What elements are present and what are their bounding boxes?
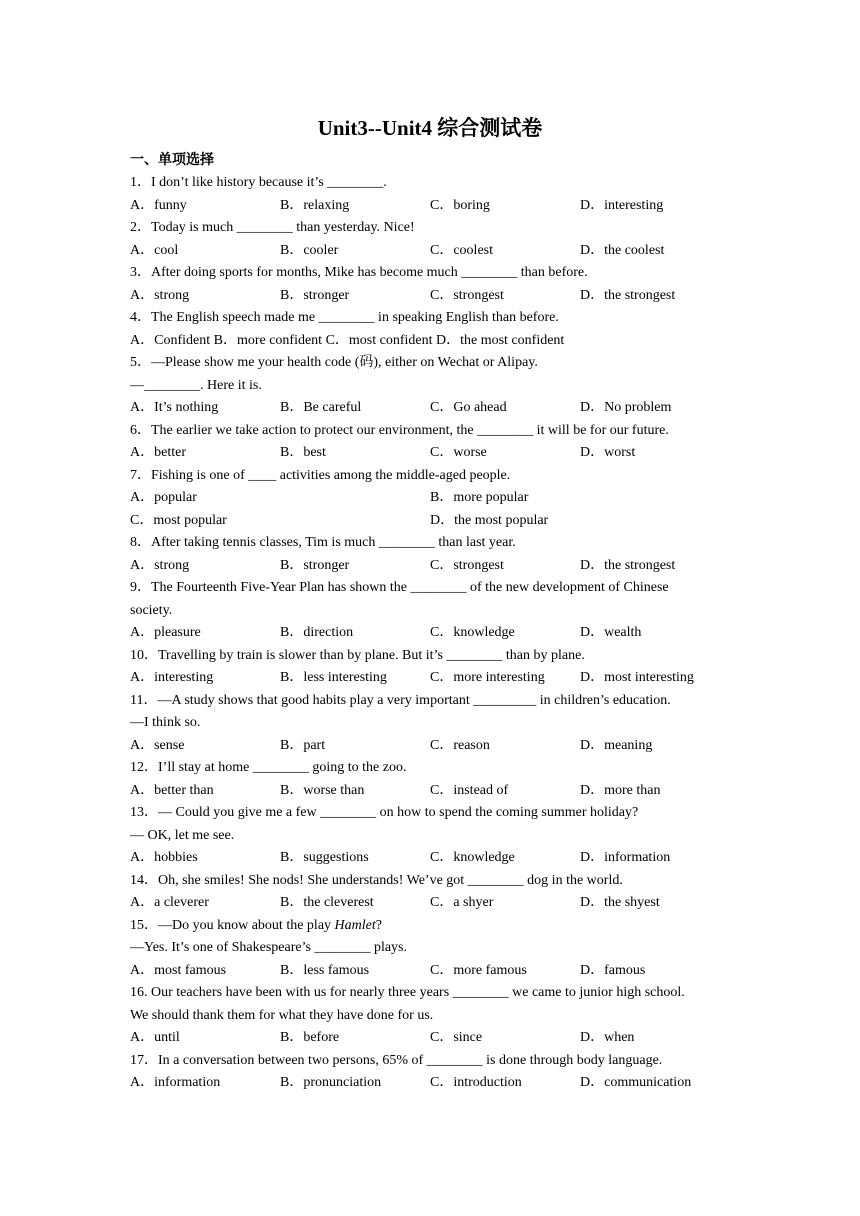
answer-option: A．until (130, 1030, 180, 1045)
question-line: 6．The earlier we take action to protect our environment, the ________ it will be for our future. (130, 422, 669, 438)
question-line: —I think so. (130, 715, 201, 730)
answer-option: C．more interesting (430, 670, 545, 685)
answer-option: B．stronger (280, 287, 350, 303)
question-text: ? (375, 917, 382, 933)
answer-option: A．better than (130, 782, 214, 798)
answer-option: C．Go ahead (430, 400, 507, 415)
answer-option: B．direction (280, 625, 354, 640)
answer-option: D．interesting (580, 197, 664, 213)
question-line: 17．In a conversation between two persons, 65% of ________ is done through body language. (130, 1052, 663, 1068)
question-line: —Yes. It’s one of Shakespeare’s ________ plays. (130, 940, 407, 955)
answer-option: A．better (130, 445, 186, 460)
answer-option: C．more famous (430, 962, 527, 978)
question-line: 12．I’ll stay at home ________ going to the zoo. (130, 760, 407, 775)
question-line: 4．The English speech made me ________ in speaking English than before. (130, 310, 559, 325)
answer-option: D．most interesting (580, 670, 694, 685)
answer-option: D．communication (580, 1075, 692, 1090)
answer-option: B．suggestions (280, 850, 369, 865)
question-line: 3．After doing sports for months, Mike has become much ________ than before. (130, 265, 588, 280)
answer-option: D．the most popular (430, 512, 549, 528)
question-line: 2．Today is much ________ than yesterday. Nice! (130, 220, 415, 235)
answer-option: B．pronunciation (280, 1075, 382, 1090)
question-line: A．Confident B．more confident C．most confident D．the most confident (130, 332, 565, 348)
answer-option: C．boring (430, 197, 490, 213)
answer-option: B．more popular (430, 490, 529, 505)
answer-option: B．stronger (280, 557, 350, 573)
answer-option: B．less famous (280, 962, 370, 978)
answer-option: B．part (280, 737, 326, 753)
answer-option: B．the cleverest (280, 895, 374, 910)
question-line: society. (130, 602, 173, 618)
answer-option: A．funny (130, 197, 187, 213)
question-line: 16. Our teachers have been with us for nearly three years ________ we came to junior high school. (130, 985, 685, 1000)
answer-option: C．knowledge (430, 850, 515, 865)
question-line: 1．I don’t like history because it’s ________. (130, 175, 387, 190)
answer-option: D．worst (580, 445, 636, 460)
answer-option: D．No problem (580, 400, 672, 415)
answer-option: B．worse than (280, 782, 365, 798)
answer-option: A．most famous (130, 962, 227, 978)
answer-option: C．introduction (430, 1075, 522, 1090)
answer-option: D．the strongest (580, 557, 676, 573)
question-line: We should thank them for what they have done for us. (130, 1007, 434, 1023)
question-text: 15．—Do you know about the play (130, 917, 335, 933)
answer-option: B．best (280, 445, 326, 460)
answer-option: B．before (280, 1030, 340, 1045)
question-line: — OK, let me see. (130, 827, 235, 843)
question-line: 10．Travelling by train is slower than by plane. But it’s ________ than by plane. (130, 647, 585, 663)
answer-option: B．Be careful (280, 400, 362, 415)
answer-option: B．relaxing (280, 197, 350, 213)
answer-option: D．the shyest (580, 895, 660, 910)
question-line: 9．The Fourteenth Five-Year Plan has shown the ________ of the new development of Chinese (130, 580, 669, 595)
answer-option: B．less interesting (280, 670, 387, 685)
question-line: 14．Oh, she smiles! She nods! She understands! We’ve got ________ dog in the world. (130, 872, 623, 888)
answer-option: C．knowledge (430, 625, 515, 640)
answer-option: A．a cleverer (130, 895, 209, 910)
answer-option: A．strong (130, 287, 190, 303)
page-title: Unit3--Unit4 综合测试卷 (317, 116, 543, 140)
answer-option: C．most popular (130, 512, 227, 528)
answer-option: A．information (130, 1075, 221, 1090)
question-line: 8．After taking tennis classes, Tim is much ________ than last year. (130, 535, 516, 550)
question-line: 5．—Please show me your health code (码), either on Wechat or Alipay. (130, 355, 538, 370)
answer-option: A．popular (130, 490, 197, 505)
answer-option: A．strong (130, 557, 190, 573)
answer-option: D．wealth (580, 625, 642, 640)
answer-option: A．hobbies (130, 850, 198, 865)
answer-option: A．It’s nothing (130, 400, 219, 415)
answer-option: D．when (580, 1030, 635, 1045)
answer-option: B．cooler (280, 242, 339, 258)
italic-title: Hamlet (334, 917, 376, 933)
answer-option: C．since (430, 1030, 483, 1045)
answer-option: D．the strongest (580, 287, 676, 303)
answer-option: D．information (580, 850, 671, 865)
section-heading: 一、单项选择 (130, 152, 214, 168)
answer-option: C．strongest (430, 287, 504, 303)
answer-option: D．meaning (580, 737, 653, 753)
answer-option: C．instead of (430, 782, 509, 798)
question-line: 7．Fishing is one of ____ activities among the middle-aged people. (130, 467, 511, 483)
question-line: —________. Here it is. (130, 377, 262, 393)
question-line (130, 915, 382, 937)
answer-option: C．strongest (430, 557, 504, 573)
answer-option: C．reason (430, 737, 490, 753)
answer-option: D．famous (580, 962, 646, 978)
answer-option: C．coolest (430, 242, 493, 258)
question-line: 13．— Could you give me a few ________ on how to spend the coming summer holiday? (130, 805, 639, 820)
answer-option: A．pleasure (130, 625, 201, 640)
answer-option: D．more than (580, 782, 661, 798)
answer-option: D．the coolest (580, 242, 665, 258)
answer-option: A．sense (130, 737, 185, 753)
answer-option: C．worse (430, 445, 487, 460)
answer-option: C．a shyer (430, 895, 494, 910)
answer-option: A．cool (130, 242, 179, 258)
answer-option: A．interesting (130, 670, 214, 685)
question-line: 11．—A study shows that good habits play a very important _________ in children’s education. (130, 692, 671, 708)
